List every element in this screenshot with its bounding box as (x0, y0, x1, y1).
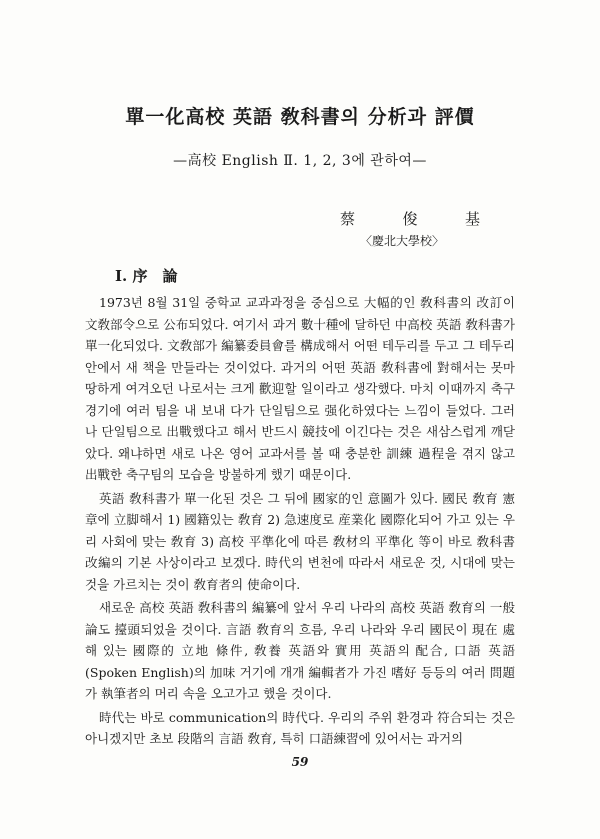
body-paragraph: 英語 敎科書가 單一化된 것은 그 뒤에 國家的인 意圖가 있다. 國民 敎育 憲章에 立脚해서 1) 國籍있는 敎育 2) 急速度로 産業化 國際化되어 가고 있는 우리 사회에 맞는 敎育 3) 高校 平準化에 따른 敎材의 平準化 等이 바로 敎科書 改編의 기본 사상이라고 보겠다. 時代의 변천에 따라서 새로운 것, 시대에 맞는 것을 가르치는 것이 敎育者의 使命이다. (85, 490, 515, 592)
article-subtitle: —高校 English Ⅱ. 1, 2, 3에 관하여— (173, 153, 427, 169)
author-name-char: 俊 (402, 210, 418, 228)
section-heading: Ⅰ. 序 論 (115, 267, 178, 285)
author-name (340, 208, 480, 229)
body-paragraph: 時代는 바로 communication의 時代다. 우리의 주위 환경과 符合되는 것은 아니겠지만 초보 段階의 言語 敎育, 특히 口語練習에 있어서는 과거의 (85, 709, 515, 746)
author-name-char: 基 (464, 210, 480, 228)
article-title: 單一化高校 英語 敎科書의 分析과 評價 (125, 106, 475, 128)
author-name-char: 蔡 (340, 210, 356, 228)
body-paragraph: 1973년 8월 31일 중학교 교과과정을 중심으로 大幅的인 敎科書의 改訂이 文敎部令으로 公布되었다. 여기서 과거 數十種에 달하던 中高校 英語 敎科書가 單一化되었다. 文敎部가 編纂委員會를 構成해서 어떤 테두리를 두고 그 테두리 안에서 새 책을 만들라는 것이었다. 과거의 어떤 英語 敎科書에 對해서는 못마땅하게 여겨오던 나로서는 크게 歡迎할 일이라고 생각했다. 마치 이때까지 축구경기에 여러 팀을 내 보내 다가 단일팀으로 强化하였다는 느낌이 들었다. 그러나 단일팀으로 出戰했다고 해서 반드시 競技에 이긴다는 것은 새삼스럽게 깨닫았다. 왜냐하면 새로 나온 영어 교과서를 볼 때 충분한 訓練 過程을 겪지 않고 出戰한 축구팀의 모습을 방불하게 했기 때문이다. (85, 295, 515, 482)
body-paragraph: 새로운 高校 英語 敎科書의 編纂에 앞서 우리 나라의 高校 英語 敎育의 一般論도 擡頭되었을 것이다. 言語 敎育의 흐름, 우리 나라와 우리 國民이 現在 處해 있는 國際的 立地 條件, 敎養 英語와 實用 英語의 配合, 口語 英語 (Spoken English)의 加味 거기에 개개 編輯者가 가진 嗜好 등등의 여러 問題가 執筆者의 머리 속을 오고가고 했을 것이다. (85, 600, 515, 701)
article-body (85, 292, 515, 752)
author-affiliation: 〈慶北大學校〉 (360, 234, 445, 248)
page-number: 59 (291, 755, 309, 769)
